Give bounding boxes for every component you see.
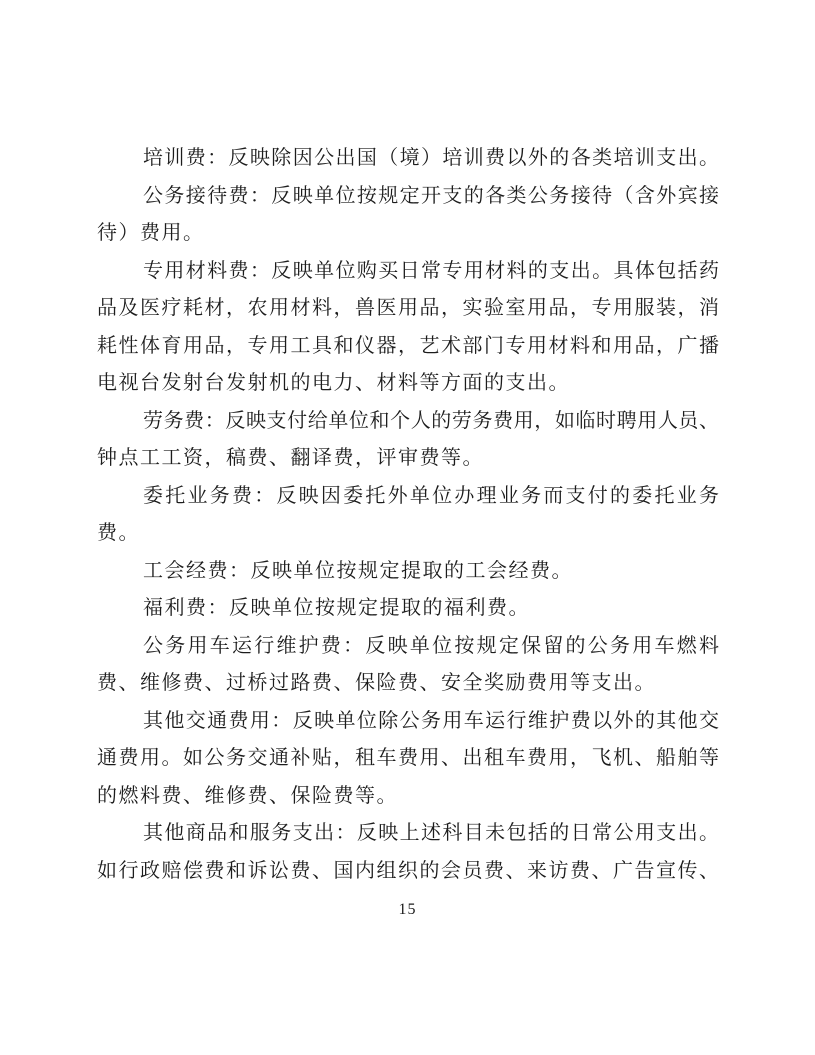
text-line: 电视台发射台发射机的电力、材料等方面的支出。 — [97, 372, 570, 394]
text-line: 耗性体育用品，专用工具和仪器，艺术部门专用材料和用品，广播 — [97, 334, 719, 357]
text-line: 专用材料费：反映单位购买日常专用材料的支出。具体包括药 — [143, 259, 719, 282]
paragraph — [97, 140, 719, 178]
text-line: 费、维修费、过桥过路费、保险费、安全奖励费用等支出。 — [97, 672, 656, 694]
text-line: 的燃料费、维修费、保险费等。 — [97, 784, 398, 807]
text-line: 钟点工工资，稿费、翻译费，评审费等。 — [97, 447, 484, 469]
text-line: 培训费：反映除因公出国（境）培训费以外的各类培训支出。 — [143, 147, 719, 169]
paragraph — [97, 590, 719, 628]
paragraph — [97, 178, 719, 253]
paragraph — [97, 403, 719, 478]
text-line: 如行政赔偿费和诉讼费、国内组织的会员费、来访费、广告宣传、 — [97, 859, 719, 882]
document-body — [97, 140, 719, 890]
paragraph — [97, 478, 719, 553]
text-line: 工会经费：反映单位按规定提取的工会经费。 — [143, 559, 573, 582]
text-line: 通费用。如公务交通补贴，租车费用、出租车费用，飞机、船舶等 — [97, 747, 719, 769]
text-line: 劳务费：反映支付给单位和个人的劳务费用，如临时聘用人员、 — [143, 409, 719, 432]
paragraph — [97, 553, 719, 591]
page-number: 15 — [398, 901, 417, 918]
text-line: 待）费用。 — [97, 222, 205, 244]
text-line: 品及医疗耗材，农用材料，兽医用品，实验室用品，专用服装，消 — [97, 297, 719, 319]
text-line: 福利费：反映单位按规定提取的福利费。 — [143, 597, 530, 619]
text-line: 公务用车运行维护费：反映单位按规定保留的公务用车燃料 — [143, 634, 719, 657]
text-line: 其他商品和服务支出：反映上述科目未包括的日常公用支出。 — [143, 822, 719, 844]
text-line: 费。 — [97, 522, 140, 544]
paragraph — [97, 253, 719, 403]
paragraph — [97, 703, 719, 816]
text-line: 委托业务费：反映因委托外单位办理业务而支付的委托业务 — [143, 484, 719, 507]
paragraph — [97, 628, 719, 703]
text-line: 公务接待费：反映单位按规定开支的各类公务接待（含外宾接 — [143, 184, 719, 207]
text-line: 其他交通费用：反映单位除公务用车运行维护费以外的其他交 — [143, 709, 719, 732]
paragraph — [97, 815, 719, 890]
